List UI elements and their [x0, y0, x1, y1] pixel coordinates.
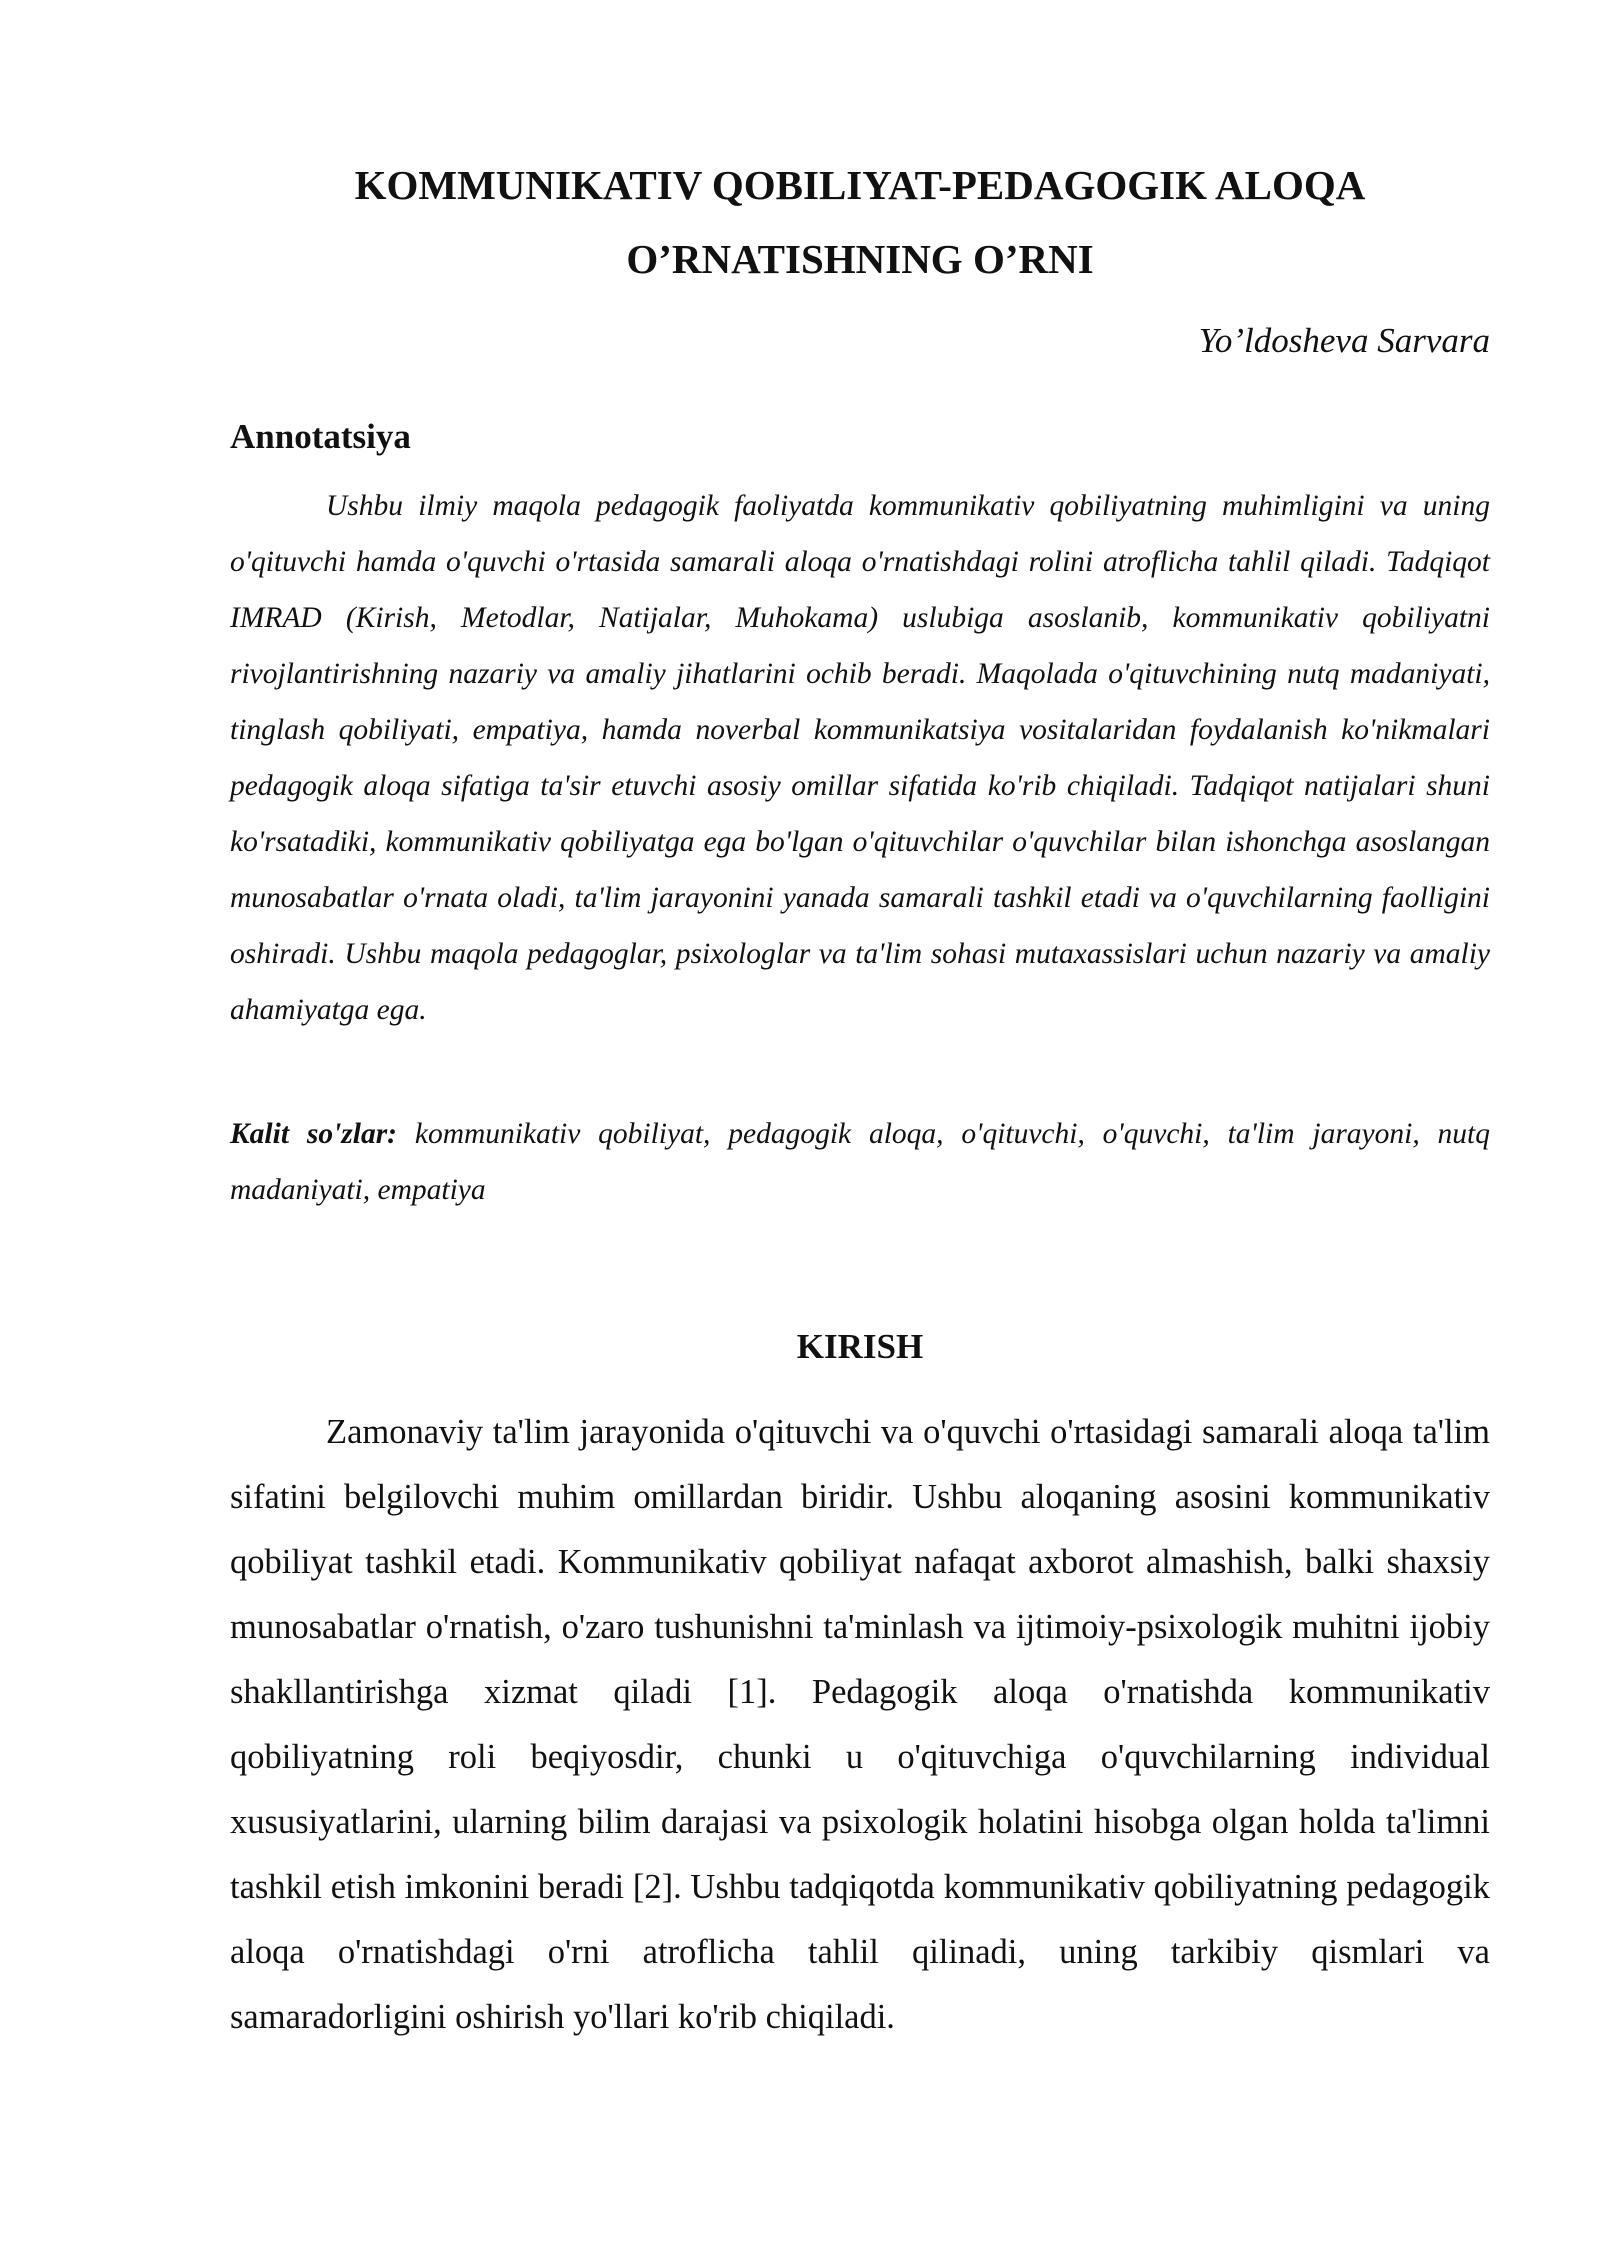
introduction-heading: KIRISH	[796, 1327, 924, 1366]
annotation-heading: Annotatsiya	[230, 417, 411, 456]
keywords-paragraph	[230, 1106, 1490, 1218]
paper-title-line-2: O’RNATISHNING O’RNI	[626, 236, 1094, 282]
paper-title	[230, 148, 1490, 296]
keywords-label: Kalit so'zlar:	[230, 1118, 398, 1150]
keywords-text: kommunikativ qobiliyat, pedagogik aloqa, o'qituvchi, o'quvchi, ta'lim jarayoni, nutq madaniyati, empatiya	[230, 1118, 1491, 1206]
author-name: Yo’ldosheva Sarvara	[1198, 321, 1490, 360]
annotation-text: Ushbu ilmiy maqola pedagogik faoliyatda kommunikativ qobiliyatning muhimligini va uning o'qituvchi hamda o'quvchi o'rtasida samarali aloqa o'rnatishdagi rolini atroflicha tahlil qiladi. Tadqiqot IMRAD (Kirish, Metodlar, Natijalar, Muhokama) uslubiga asoslanib, kommunikativ qobiliyatni rivojlantirishning nazariy va amaliy jihatlarini ochib beradi. Maqolada o'qituvchining nutq madaniyati, tinglash qobiliyati, empatiya, hamda noverbal kommunikatsiya vositalaridan foydalanish ko'nikmalari pedagogik aloqa sifatiga ta'sir etuvchi asosiy omillar sifatida ko'rib chiqiladi. Tadqiqot natijalari shuni ko'rsatadiki, kommunikativ qobiliyatga ega bo'lgan o'qituvchilar o'quvchilar bilan ishonchga asoslangan munosabatlar o'rnata oladi, ta'lim jarayonini yanada samarali tashkil etadi va o'quvchilarning faolligini oshiradi. Ushbu maqola pedagoglar, psixologlar va ta'lim sohasi mutaxassislari uchun nazariy va amaliy ahamiyatga ega.	[230, 490, 1490, 1026]
paper-title-line-1: KOMMUNIKATIV QOBILIYAT-PEDAGOGIK ALOQA	[354, 162, 1366, 208]
introduction-text: Zamonaviy ta'lim jarayonida o'qituvchi va o'quvchi o'rtasidagi samarali aloqa ta'lim sifatini belgilovchi muhim omillardan biridir. Ushbu aloqaning asosini kommunikativ qobiliyat tashkil etadi. Kommunikativ qobiliyat nafaqat axborot almashish, balki shaxsiy munosabatlar o'rnatish, o'zaro tushunishni ta'minlash va ijtimoiy-psixologik muhitni ijobiy shakllantirishga xizmat qiladi [1]. Pedagogik aloqa o'rnatishda kommunikativ qobiliyatning roli beqiyosdir, chunki u o'qituvchiga o'quvchilarning individual xususiyatlarini, ularning bilim darajasi va psixologik holatini hisobga olgan holda ta'limni tashkil etish imkonini beradi [2]. Ushbu tadqiqotda kommunikativ qobiliyatning pedagogik aloqa o'rnatishdagi o'rni atroflicha tahlil qilinadi, uning tarkibiy qismlari va samaradorligini oshirish yo'llari ko'rib chiqiladi.	[230, 1413, 1490, 2036]
